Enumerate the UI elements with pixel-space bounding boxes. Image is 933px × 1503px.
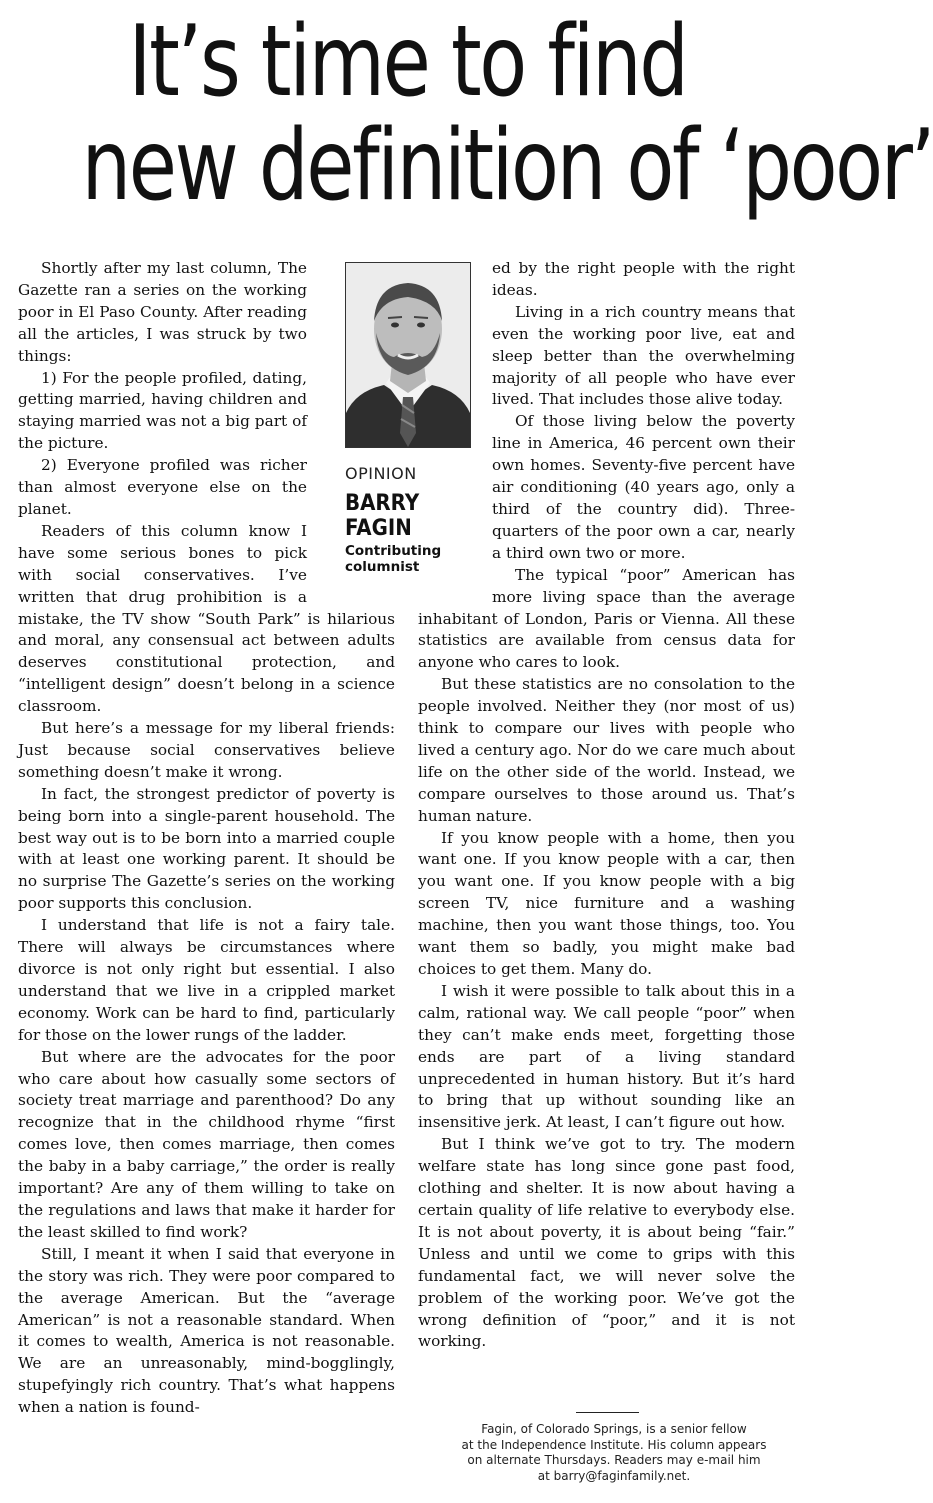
- headline-line-2: new definition of ‘poor’: [81, 109, 933, 223]
- paragraph: But these statistics are no consolation to the people involved. Neither they (nor most of us) think to compare our lives with people who lived a century ago. Nor do we care much about life on the other side of the world. Instead, we compare ourselves to those around us. That’s human nature.: [418, 675, 795, 825]
- bio-line-3: on alternate Thursdays. Readers may e-mail him: [467, 1453, 761, 1467]
- paragraph: But here’s a message for my liberal friends: Just because social conservatives believe something doesn’t make it wrong.: [18, 719, 395, 781]
- paragraph: But I think we’ve got to try. The modern welfare state has long since gone past food, clothing and shelter. It is now about having a certain quality of life relative to everybody else. It is not about poverty, it is about being “fair.” Unless and until we come to grips with this fundamental fact, we will never solve the problem of the working poor. We’ve got the wrong definition of “poor,” and it is not working.: [418, 1135, 795, 1351]
- paragraph: Living in a rich country means that even the working poor live, eat and sleep better than the overwhelming majority of all people who have ever lived. That includes those alive today.: [492, 302, 795, 409]
- columnist-photo: [345, 262, 471, 448]
- paragraph: In fact, the strongest predictor of poverty is being born into a single-parent household. The best way out is to be born into a married couple with at least one working parent. It should be no surprise The Gazette’s series on the working poor supports this conclusion.: [18, 784, 395, 913]
- paragraph: I understand that life is not a fairy tale. There will always be circumstances where divorce is not only right but essential. I also understand that we live in a crippled market economy. Work can be hard to find, particularly for those on the lower rungs of the ladder.: [18, 916, 395, 1044]
- paragraph: Of those living below the poverty line in America, 46 percent own their own homes. Seventy-five percent have air conditioning (40 years ago, only a third of the country did). Three-quarters of the poor own a car, nearly a third own two or more.: [492, 412, 795, 562]
- paragraph: The typical “poor” American has more living space than the average inhabitant of London, Paris or Vienna. All these statistics are available from census data for anyone who cares to look.: [418, 565, 795, 672]
- paragraph: Readers of this column know I have some serious bones to pick with social conservatives. I’ve written that drug prohibition is a mistake, the TV show “South Park” is hilarious and moral, any consensual act between adults deserves constitutional protection, and “intelligent design” doesn’t belong in a science classroom.: [18, 521, 395, 716]
- headline-line-1: It’s time to find: [128, 5, 687, 119]
- paragraph: I wish it were possible to talk about this in a calm, rational way. We call people “poor” when they can’t make ends meet, forgetting those ends are part of a living standard unprecedented in human history. But it’s hard to bring that up without sounding like an insensitive jerk. At least, I can’t figure out how.: [418, 981, 795, 1132]
- section-label: OPINION: [345, 464, 417, 483]
- author-role: [345, 543, 485, 575]
- bio-line-2: at the Independence Institute. His column appears: [461, 1437, 767, 1452]
- byline: [345, 464, 485, 575]
- author-first-name: BARRY: [345, 491, 420, 516]
- article-column-1: [18, 258, 395, 1419]
- author-role-line-2: columnist: [345, 559, 420, 575]
- divider: [576, 1412, 639, 1413]
- paragraph: Still, I meant it when I said that everyone in the story was rich. They were poor compared to the average American. But the “average American” is not a reasonable standard. When it comes to wealth, America is not reasonable. We are an unreasonably, mind-bogglingly, stupefyingly rich country. That’s what happens when a nation is found-: [18, 1244, 395, 1417]
- author-name: [345, 491, 471, 541]
- bio-line-4: at barry@faginfamily.net.: [537, 1468, 691, 1483]
- headline: [81, 5, 933, 223]
- paragraph: ed by the right people with the right ideas.: [492, 259, 795, 299]
- paragraph: 2) Everyone profiled was richer than almost everyone else on the planet.: [18, 456, 307, 518]
- author-last-name: FAGIN: [345, 516, 412, 541]
- paragraph: If you know people with a home, then you want one. If you know people with a car, then you want one. If you know people with a big screen TV, nice furniture and a washing machine, then you want those things, too. You want them so badly, you might make bad choices to get them. Many do.: [418, 828, 795, 978]
- bio-line-1: Fagin, of Colorado Springs, is a senior fellow: [481, 1422, 747, 1436]
- author-role-line-1: Contributing: [345, 543, 442, 559]
- paragraph: But where are the advocates for the poor who care about how casually some sectors of society treat marriage and parenthood? Do any recognize that in the childhood rhyme “first comes love, then comes marriage, then comes the baby in a baby carriage,” the order is really important? Are any of them willing to take on the regulations and laws that make it harder for the least skilled to find work?: [18, 1047, 395, 1241]
- paragraph: 1) For the people profiled, dating, getting married, having children and staying married was not a big part of the picture.: [18, 368, 307, 453]
- author-bio: [430, 1422, 798, 1484]
- paragraph: Shortly after my last column, The Gazette ran a series on the working poor in El Paso County. After reading all the articles, I was struck by two things:: [18, 259, 307, 365]
- article-column-2: [418, 258, 795, 1353]
